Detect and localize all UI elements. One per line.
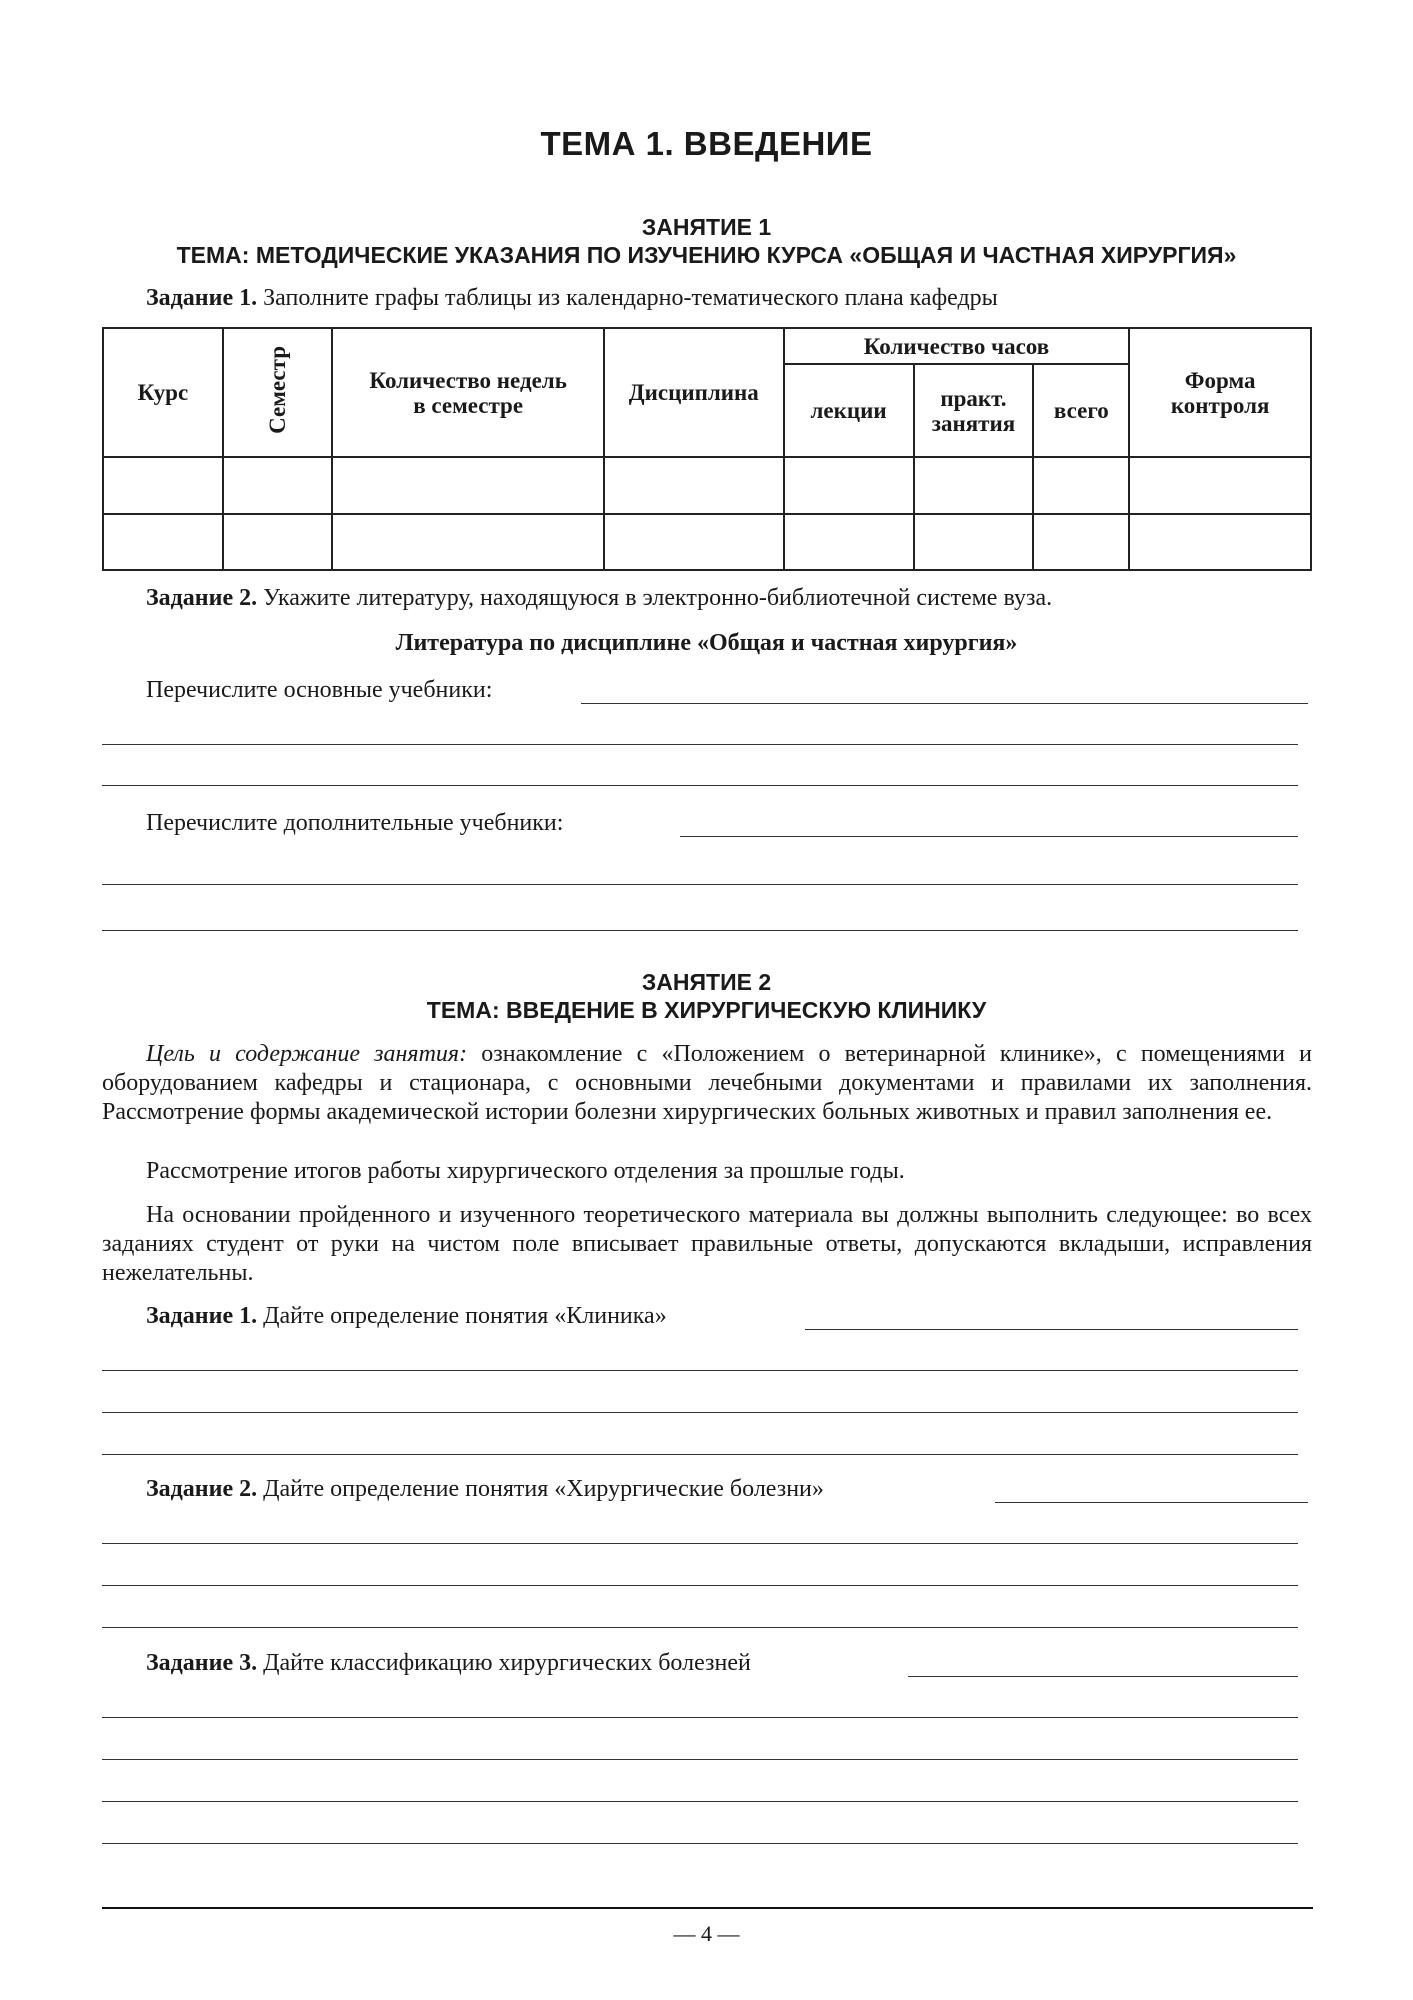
answer-line <box>102 1370 1298 1371</box>
task-text: Заполните графы таблицы из календарно-тематического плана кафедры <box>257 285 998 311</box>
lesson2-heading: ЗАНЯТИЕ 2 <box>641 969 772 995</box>
extra-textbooks-label: Перечислите дополнительные учебники: <box>146 810 564 836</box>
lesson2-instruction-paragraph: На основании пройденного и изученного теоретического материала вы должны выполнить следующее: во всех заданиях студент от руки на чистом поле вписывает правильные ответы, допускаются вкладыши, исправления нежелательны. <box>102 1202 1312 1286</box>
answer-line <box>102 1412 1298 1413</box>
answer-line <box>680 836 1298 837</box>
task-text: Дайте классификацию хирургических болезней <box>257 1650 751 1676</box>
task-label: Задание 2. <box>146 1476 258 1502</box>
lesson2-task3 <box>146 1650 1308 1677</box>
header-course: Курс <box>103 328 223 457</box>
literature-heading: Литература по дисциплине «Общая и частная хирургия» <box>395 630 1018 656</box>
lesson1-heading: ЗАНЯТИЕ 1 <box>641 214 772 240</box>
table-row <box>103 457 1311 513</box>
task-label: Задание 1. <box>146 285 258 311</box>
table-header-row <box>103 328 1311 364</box>
header-total: всего <box>1033 364 1129 457</box>
answer-line <box>102 1585 1298 1586</box>
answer-line <box>102 744 1298 745</box>
task-label: Задание 1. <box>146 1303 258 1329</box>
table-row <box>103 514 1311 570</box>
page-number: — 4 — <box>673 1921 740 1946</box>
answer-line <box>102 1454 1298 1455</box>
answer-line <box>102 1843 1298 1844</box>
answer-line <box>102 1543 1298 1544</box>
lesson2-task1 <box>146 1303 1308 1330</box>
task-label: Задание 3. <box>146 1650 258 1676</box>
schedule-table <box>102 327 1312 571</box>
header-lectures: лекции <box>784 364 914 457</box>
answer-line <box>102 1717 1298 1718</box>
page-title: ТЕМА 1. ВВЕДЕНИЕ <box>540 125 873 162</box>
main-textbooks-label: Перечислите основные учебники: <box>146 677 493 703</box>
goal-text: ознакомление с «Положением о ветеринарной клинике», с помещениями и оборудованием кафедры и стационара, с основными лечебными документами и правилами их заполнения. Рассмотрение формы академической истории болезни хирургических больных животных и правил заполнения ее. <box>102 1041 1312 1125</box>
lesson1-topic: ТЕМА: МЕТОДИЧЕСКИЕ УКАЗАНИЯ ПО ИЗУЧЕНИЮ КУРСА «ОБЩАЯ И ЧАСТНАЯ ХИРУРГИЯ» <box>176 242 1237 268</box>
task-text: Дайте определение понятия «Хирургические болезни» <box>257 1476 824 1502</box>
answer-line <box>908 1676 1298 1677</box>
lesson2-topic: ТЕМА: ВВЕДЕНИЕ В ХИРУРГИЧЕСКУЮ КЛИНИКУ <box>426 997 987 1023</box>
goal-label: Цель и содержание занятия: <box>146 1041 468 1067</box>
answer-line <box>102 930 1298 931</box>
header-weeks: Количество недель в семестре <box>332 328 603 457</box>
lesson2-goal-paragraph <box>102 1040 1312 1127</box>
header-hours: Количество часов <box>784 328 1130 364</box>
header-discipline: Дисциплина <box>604 328 784 457</box>
lesson1-task1 <box>146 285 1308 312</box>
answer-line <box>102 1627 1298 1628</box>
header-practice: практ. занятия <box>914 364 1034 457</box>
answer-line <box>805 1329 1298 1330</box>
answer-line <box>102 1759 1298 1760</box>
answer-line <box>102 1801 1298 1802</box>
task-text: Укажите литературу, находящуюся в электронно-библиотечной системе вуза. <box>257 585 1053 611</box>
task-text: Дайте определение понятия «Клиника» <box>257 1303 667 1329</box>
answer-line <box>581 703 1308 704</box>
lesson1-task2 <box>146 585 1308 612</box>
footer-rule <box>102 1907 1313 1909</box>
header-semester: Семестр <box>223 328 333 457</box>
task-label: Задание 2. <box>146 585 258 611</box>
lesson2-review-paragraph: Рассмотрение итогов работы хирургического отделения за прошлые годы. <box>146 1158 905 1184</box>
answer-line <box>102 884 1298 885</box>
lesson2-task2 <box>146 1476 1308 1503</box>
answer-line <box>995 1502 1308 1503</box>
answer-line <box>102 785 1298 786</box>
header-control-form: Форма контроля <box>1129 328 1311 457</box>
